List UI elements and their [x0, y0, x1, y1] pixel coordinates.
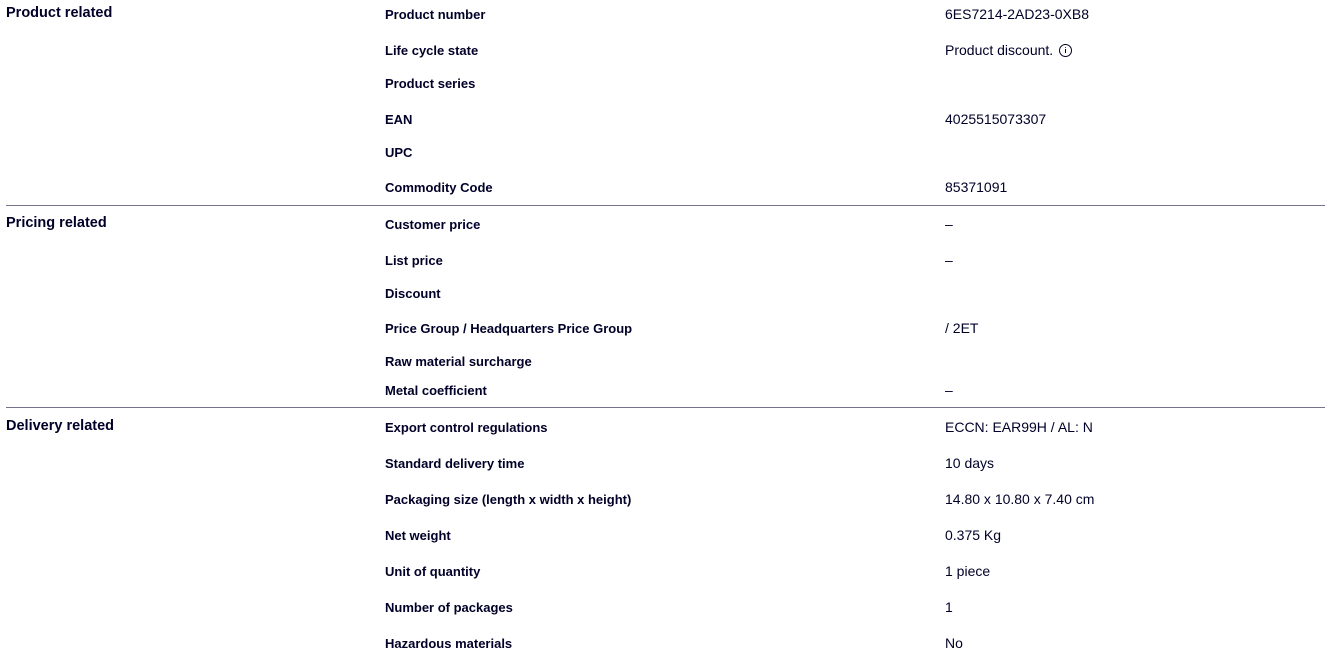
row-label: UPC: [385, 145, 413, 160]
row-label: Number of packages: [385, 600, 513, 615]
row-standard-delivery-time: [0, 456, 1325, 476]
row-export-control: [0, 420, 1325, 440]
section-title: Pricing related: [6, 215, 107, 231]
row-price-group: [0, 321, 1325, 341]
section-divider: [6, 407, 1325, 408]
row-life-cycle-state: [0, 43, 1325, 63]
section-delivery-related: [0, 413, 1325, 655]
row-label: Product number: [385, 7, 486, 22]
row-product-number: [0, 7, 1325, 27]
row-value: 1 piece: [945, 563, 991, 579]
row-label: Commodity Code: [385, 180, 493, 195]
row-number-of-packages: [0, 600, 1325, 620]
row-value: –: [945, 382, 953, 398]
row-label: Metal coefficient: [385, 383, 487, 398]
row-net-weight: [0, 528, 1325, 548]
row-label: Hazardous materials: [385, 636, 513, 651]
row-value: No: [945, 635, 963, 651]
row-value: 6ES7214-2AD23-0XB8: [945, 6, 1089, 22]
row-product-series: [0, 76, 1325, 96]
row-value: 4025515073307: [945, 111, 1047, 127]
row-commodity-code: [0, 180, 1325, 200]
row-value: 14.80 x 10.80 x 7.40 cm: [945, 491, 1095, 507]
row-label: Raw material surcharge: [385, 354, 532, 369]
row-upc: [0, 145, 1325, 165]
row-label: EAN: [385, 112, 413, 127]
section-divider: [6, 205, 1325, 206]
row-unit-of-quantity: [0, 564, 1325, 584]
row-label: Customer price: [385, 217, 481, 232]
row-value: [945, 42, 1072, 58]
row-label: Price Group / Headquarters Price Group: [385, 321, 633, 336]
row-label: Packaging size (length x width x height): [385, 492, 632, 507]
row-label: Export control regulations: [385, 420, 548, 435]
row-value: 85371091: [945, 179, 1008, 195]
row-value: –: [945, 252, 953, 268]
row-raw-material-surcharge: [0, 354, 1325, 374]
life-cycle-value: Product discount.: [945, 42, 1054, 58]
row-ean: [0, 112, 1325, 132]
row-value: 1: [945, 599, 953, 615]
row-packaging-size: [0, 492, 1325, 512]
row-list-price: [0, 253, 1325, 273]
section-title: Delivery related: [6, 418, 115, 434]
row-label: List price: [385, 253, 443, 268]
row-label: Net weight: [385, 528, 451, 543]
row-label: Life cycle state: [385, 43, 479, 58]
row-label: Product series: [385, 76, 476, 91]
row-value: 10 days: [945, 455, 995, 471]
section-pricing-related: [0, 210, 1325, 407]
row-value: ECCN: EAR99H / AL: N: [945, 419, 1093, 435]
section-title: Product related: [6, 5, 113, 21]
row-value: –: [945, 216, 953, 232]
row-label: Standard delivery time: [385, 456, 525, 471]
row-value: 0.375 Kg: [945, 527, 1002, 543]
row-discount: [0, 286, 1325, 306]
row-hazardous-materials: [0, 636, 1325, 656]
row-label: Unit of quantity: [385, 564, 481, 579]
info-circle-icon[interactable]: [1059, 44, 1072, 57]
section-product-related: [0, 0, 1325, 206]
row-customer-price: [0, 217, 1325, 237]
row-metal-coefficient: [0, 383, 1325, 403]
row-value: / 2ET: [945, 320, 979, 336]
row-label: Discount: [385, 286, 441, 301]
